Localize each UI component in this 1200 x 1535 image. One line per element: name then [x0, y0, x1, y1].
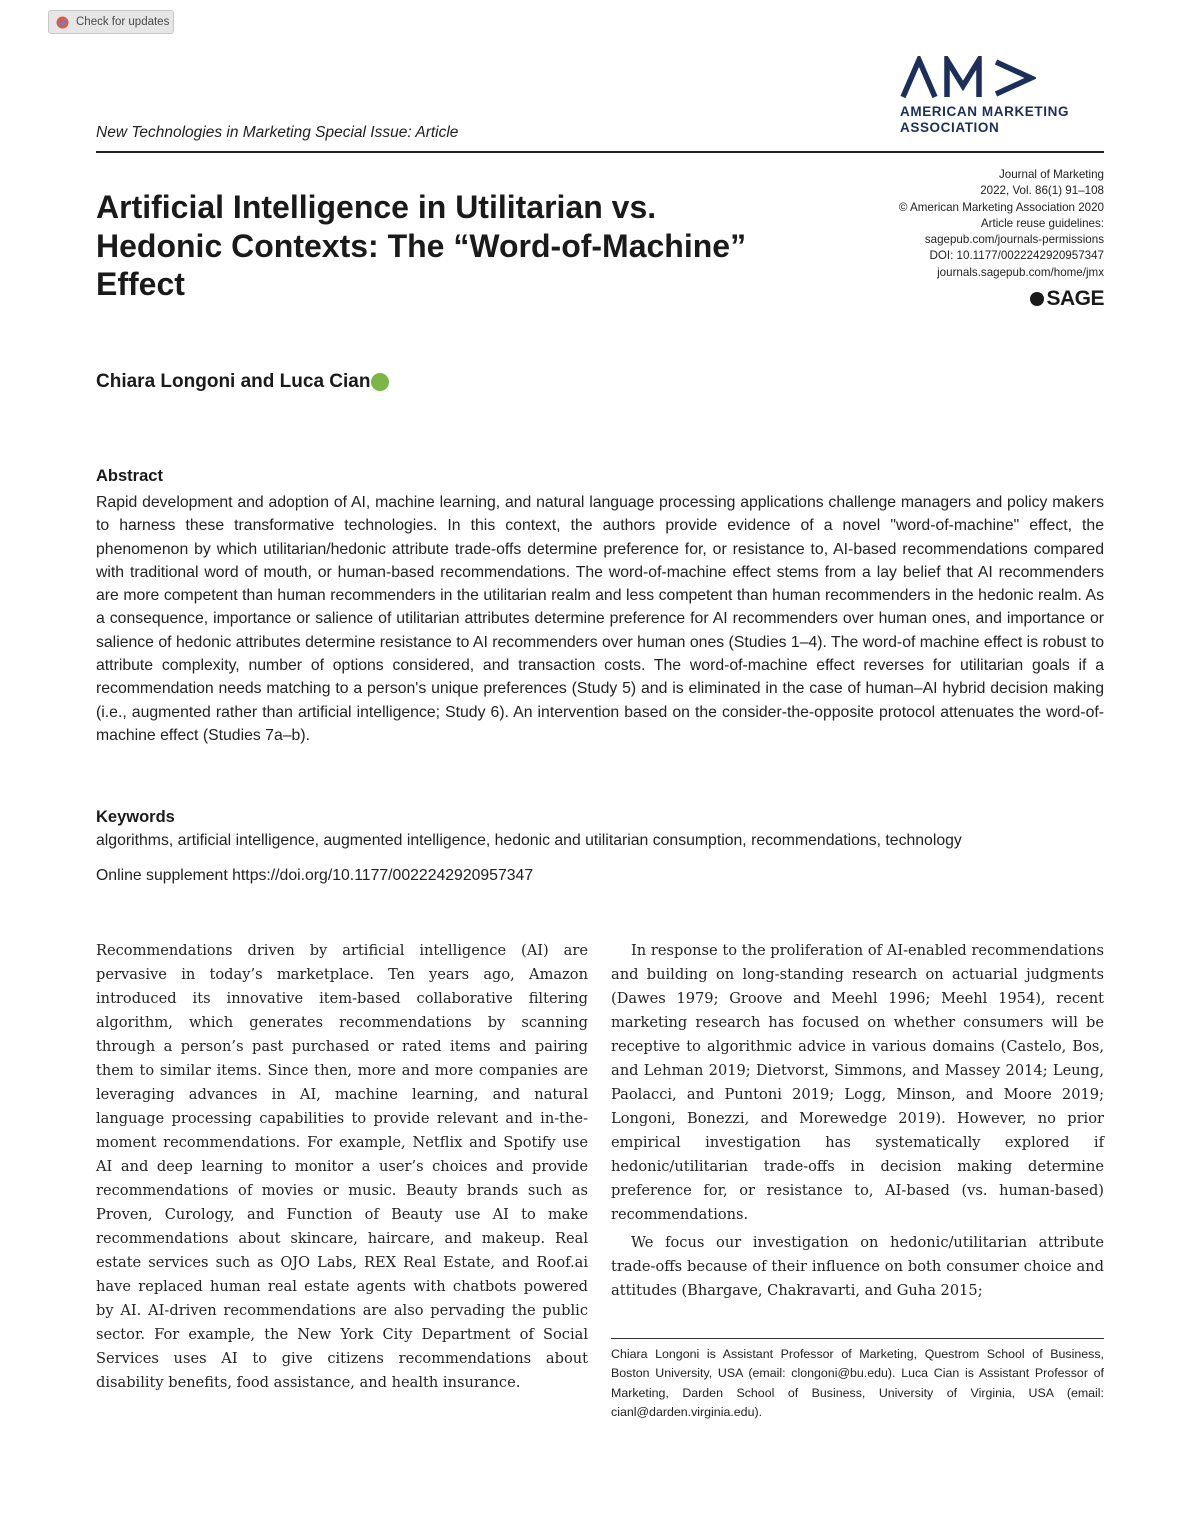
journal-meta — [899, 167, 1104, 281]
supplement-label: Online supplement — [96, 867, 228, 884]
keywords-text: algorithms, artificial intelligence, augmented intelligence, hedonic and utilitarian consumption, recommendations, technology — [96, 832, 962, 849]
online-supplement — [96, 867, 533, 885]
check-updates-icon — [56, 16, 69, 29]
reuse-label: Article reuse guidelines: — [980, 216, 1104, 230]
body-right-paragraph-1: In response to the proliferation of AI-enabled recommendations and building on long-standing research on actuarial judgments (Dawes 1979; Groove and Meehl 1996; Meehl 1954), recent marketing research has focused on whether consumers will be receptive to algorithmic advice in various domains (Castelo, Bos, and Lehman 2019; Dietvorst, Simmons, and Massey 2014; Leung, Paolacci, and Puntoni 2019; Logg, Minson, and Moore 2019; Longoni, Bonezzi, and Morewedge 2019). However, no prior empirical investigation has systematically explored if hedonic/utilitarian trade-offs in decision making determine preference for, or resistance to, AI-based (vs. human-based) recommendations. — [611, 942, 1104, 1223]
check-for-updates-button[interactable] — [48, 10, 174, 34]
sage-wordmark: SAGE — [1046, 287, 1104, 310]
ama-name-line1: AMERICAN MARKETING — [900, 104, 1070, 119]
authors — [96, 371, 389, 393]
journal-copyright: © American Marketing Association 2020 — [898, 200, 1104, 214]
abstract-text: Rapid development and adoption of AI, machine learning, and natural language processing applications challenge managers and policy makers to harness these transformative technologies. In this context, the authors provide evidence of a novel "word-of-machine" effect, the phenomenon by which utilitarian/hedonic attribute trade-offs determine preference for, or resistance to, AI-based recommendations compared with traditional word of mouth, or human-based recommendations. The word-of-machine effect stems from a lay belief that AI recommenders are more competent than human recommenders in the utilitarian realm and less competent than human recommenders in the hedonic realm. As a consequence, importance or salience of utilitarian attributes determine preference for AI recommenders over human ones, and importance or salience of hedonic attributes determine resistance to AI recommenders over human ones (Studies 1–4). The word-of machine effect is robust to attribute complexity, number of options considered, and transaction costs. The word-of-machine effect reverses for utilitarian goals if a recommendation needs matching to a person's unique preferences (Study 5) and is eliminated in the case of human–AI hybrid decision making (i.e., augmented rather than artificial intelligence; Study 6). An intervention based on the consider-the-opposite protocol attenuates the word-of-machine effect (Studies 7a–b). — [96, 494, 1104, 744]
header-rule — [96, 151, 1104, 153]
footnote-rule — [611, 1338, 1104, 1339]
orcid-icon[interactable] — [371, 373, 389, 391]
author-footnote: Chiara Longoni is Assistant Professor of Marketing, Questrom School of Business, Boston University, USA (email: clongoni@bu.edu). Luca Cian is Assistant Professor of Marketing, Darden School of Business, University of Virginia, USA (email: cianl@darden.virginia.edu). — [611, 1347, 1104, 1420]
supplement-link[interactable]: https://doi.org/10.1177/0022242920957347 — [232, 867, 534, 884]
ama-name-line2: ASSOCIATION — [900, 120, 1000, 135]
doi[interactable]: DOI: 10.1177/0022242920957347 — [929, 249, 1104, 263]
sage-logo — [1030, 287, 1104, 311]
article-title: Artificial Intelligence in Utilitarian vs. Hedonic Contexts: The “Word-of-Machine” Effect — [96, 189, 747, 302]
ama-logo — [900, 56, 1106, 136]
ama-mark-icon — [900, 56, 1036, 100]
body-left-paragraph: Recommendations driven by artificial intelligence (AI) are pervasive in today’s marketplace. Ten years ago, Amazon introduced its innovative item-based collaborative filtering algorithm, which generates recommendations by scanning through a person’s past purchased or rated items and pairing them to similar items. Since then, more and more companies are leveraging advances in AI, machine learning, and natural language processing capabilities to provide relevant and in-the-moment recommendations. For example, Netflix and Spotify use AI and deep learning to monitor a user’s choices and provide recommendations of movies or music. Beauty brands such as Proven, Curology, and Function of Beauty use AI to make recommendations about skincare, haircare, and makeup. Real estate services such as OJO Labs, REX Real Estate, and Roof.ai have replaced human real estate agents with chatbots powered by AI. AI-driven recommendations are also pervading the public sector. For example, the New York City Department of Social Services uses AI to give citizens recommendations about disability benefits, food assistance, and health insurance. — [96, 942, 588, 1391]
journal-name: Journal of Marketing — [998, 168, 1104, 181]
body-right-column — [611, 939, 1104, 1303]
body-right-paragraph-2: We focus our investigation on hedonic/utilitarian attribute trade-offs because of their influence on both consumer choice and attitudes (Bhargave, Chakravarti, and Guha 2015; — [611, 1234, 1104, 1299]
abstract-heading: Abstract — [96, 467, 163, 485]
journal-home-link[interactable]: journals.sagepub.com/home/jmx — [937, 265, 1104, 279]
check-for-updates-label: Check for updates — [76, 16, 170, 28]
sage-dot-icon — [1030, 292, 1044, 306]
keywords-heading: Keywords — [96, 808, 175, 826]
reuse-link[interactable]: sagepub.com/journals-permissions — [924, 233, 1104, 247]
author-names: Chiara Longoni and Luca Cian — [96, 371, 371, 392]
series-label: New Technologies in Marketing Special Issue: Article — [96, 124, 459, 141]
journal-volume: 2022, Vol. 86(1) 91–108 — [980, 184, 1104, 198]
